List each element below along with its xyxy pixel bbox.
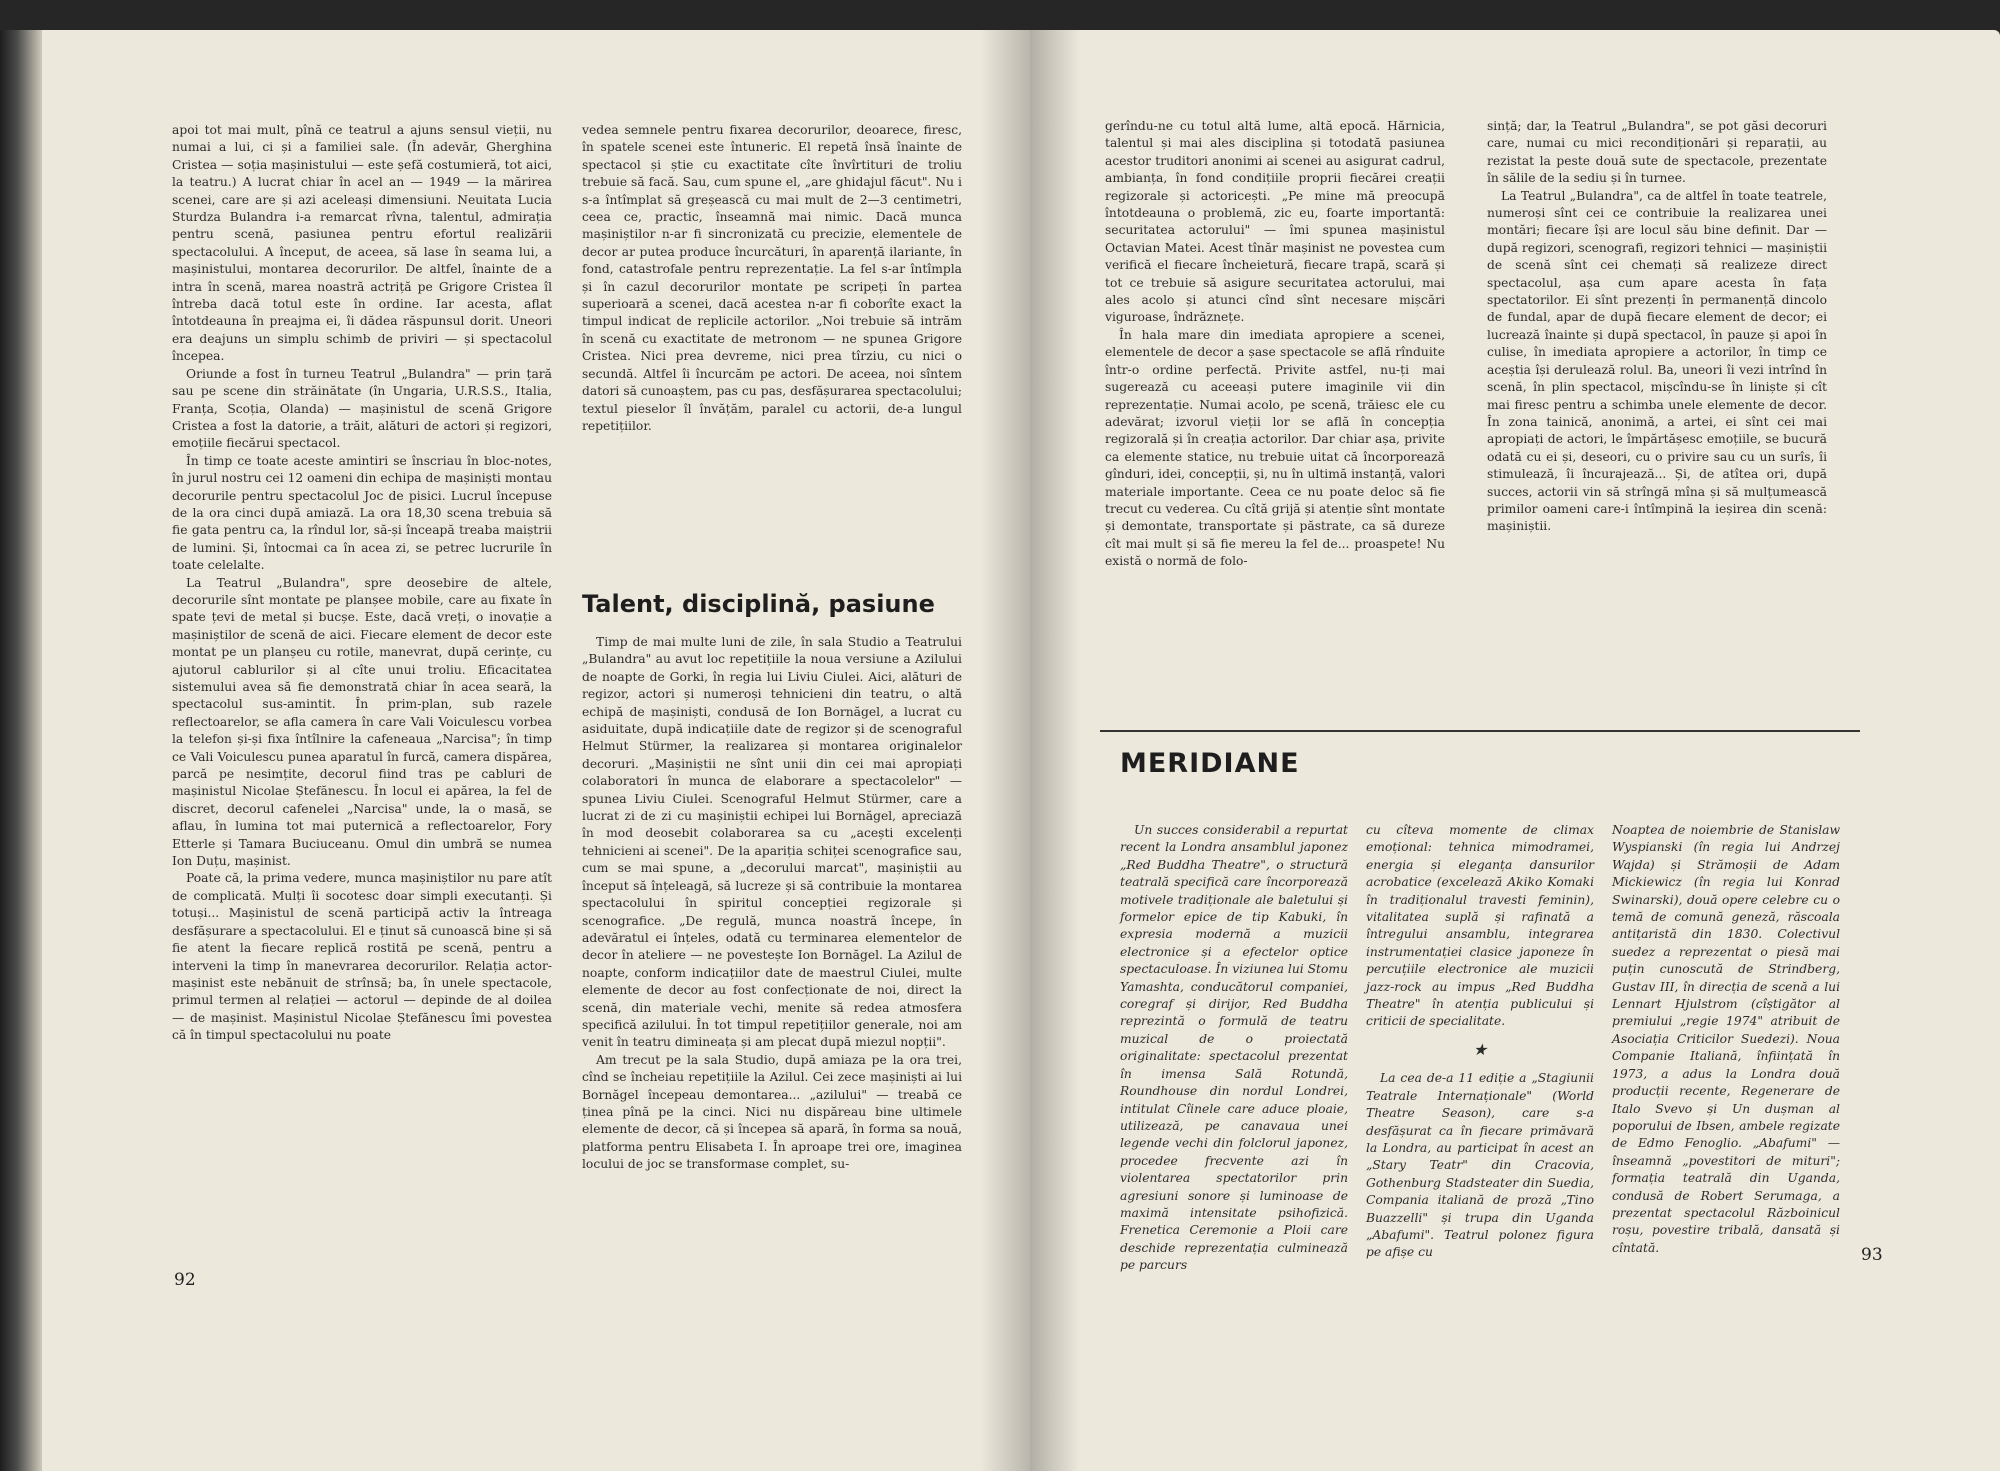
paragraph: apoi tot mai mult, pînă ce teatrul a ajuns sensul vieții, nu numai a lui, ci și a familiei sale. (În adevăr, Gherghina Cristea — soția mașinistului — este șefă costumieră, tot aici, la teatru.) A lucrat chiar în acel an — 1949 — la mărirea scenei, care are și azi aceleași dimensiuni. Neuitata Lucia Sturdza Bulandra i-a remarcat rîvna, talentul, admirația pentru scenă, pasiunea pentru efortul realizării spectacolului. A început, de aceea, să lase în seama lui, a mașinistului, montarea decorurilor. De altfel, înainte de a intra în scenă, marea noastră actriță pe Grigore Cristea îl întreba dacă totul este în ordine. Iar acesta, aflat întotdeauna în preajma ei, îi dădea răspunsul dorit. Uneori era deajuns un simplu schimb de priviri — și spectacolul începea. (172, 123, 552, 364)
left-column-2-bottom (582, 634, 962, 1172)
right-column-1 (1105, 118, 1445, 703)
right-column-2 (1487, 118, 1827, 703)
paragraph: sință; dar, la Teatrul „Bulandra", se pot găsi decoruri care, numai cu mici recondiționări și reparații, au rezistat la peste două sute de spectacole, prezentate în sălile de la sediu și în turnee. (1487, 119, 1827, 186)
paragraph: La cea de-a 11 ediție a „Stagiunii Teatrale Internaționale" (World Theatre Season), care s-a desfășurat ca în fiecare primăvară la Londra, au participat în acest an „Stary Teatr" din Cracovia, Gothenburg Stadsteater din Suedia, Compania italiană de proză „Tino Buazzelli" și trupa din Uganda „Abafumi". Teatrul polonez figura pe afișe cu (1366, 1071, 1594, 1260)
paragraph: Oriunde a fost în turneu Teatrul „Bulandra" — prin țară sau pe scene din străinătate (în Ungaria, U.R.S.S., Italia, Franța, Scoția, Olanda) — mașinistul de scenă Grigore Cristea a fost la datorie, a trăit, alături de actori și regizori, emoțiile fiecărui spectacol. (172, 366, 552, 451)
meridiane-column-3 (1612, 822, 1840, 1402)
section-title-meridiane: MERIDIANE (1120, 748, 1300, 779)
left-page (0, 30, 1030, 1471)
page-number: 93 (1861, 1245, 1883, 1265)
paragraph: La Teatrul „Bulandra", ca de altfel în toate teatrele, numeroși sînt cei ce contribuie la realizarea unei montări; fiecare își are locul său bine definit. Dar — după regizori, scenografi, regizori tehnici — mașiniștii de scenă sînt cei chemați să realizeze direct spectacolul, așa cum apare acesta în fața spectatorilor. Ei sînt prezenți în permanență dincolo de fundal, apar de după fiecare element de decor; ei lucrează înainte și după spectacol, în pauze și apoi în culise, în imediata apropiere a actorilor, în timp ce aceștia își derulează rolul. Ba, uneori îi vezi intrînd în scenă, în plin spectacol, mișcîndu-se în liniște și cît mai firesc pentru a schimba unele elemente de decor. În zona tainică, anonimă, a artei, ei sînt cei mai apropiați de actori, le împărtășesc emoțiile, se bucură odată cu ei și, deseori, cu o privire sau cu un surîs, îi stimulează, îi încurajează... Și, de atîtea ori, după succes, actorii vin să strîngă mîna și să mulțumească primilor oameni care-i întîmpină la ieșirea din scenă: mașiniștii. (1487, 188, 1827, 534)
meridiane-column-2 (1366, 822, 1594, 1402)
section-title: Talent, disciplină, pasiune (582, 590, 935, 618)
book-binding (0, 30, 42, 1471)
gutter-shadow (980, 30, 1030, 1471)
left-column-2-top (582, 122, 962, 562)
paragraph: În timp ce toate aceste amintiri se înscriau în bloc-notes, în jurul nostru cei 12 oameni din echipa de mașiniști montau decorurile pentru spectacolul Joc de pisici. Lucrul începuse de la ora cinci după amiază. La ora 18,30 scena trebuia să fie gata pentru ca, la rîndul lor, să-și înceapă treaba maiștrii de lumini. Și, întocmai ca în acea zi, se petrec lucrurile în toate celelalte. (172, 453, 552, 573)
paragraph: Noaptea de noiembrie de Stanislaw Wyspianski (în regia lui Andrzej Wajda) și Strămoșii de Adam Mickiewicz (în regia lui Konrad Swinarski), două opere celebre cu o temă de comună geneză, răscoala antițaristă din 1830. Colectivul suedez a reprezentat o piesă mai puțin cunoscută de Strindberg, Gustav III, în direcția de scenă a lui Lennart Hjulstrom (cîștigător al premiului „regie 1974" atribuit de Asociația Criticilor Suedezi). Noua Companie Italiană, înființată în 1973, a adus la Londra două producții recente, Regenerare de Italo Svevo și Un dușman al poporului de Ibsen, ambele regizate de Edmo Fenoglio. „Abafumi" — înseamnă „povestitori de mituri"; formația teatrală din Uganda, condusă de Robert Serumaga, a prezentat spectacolul Războinicul roșu, povestire tribală, dansată și cîntată. (1612, 823, 1840, 1255)
right-page (1030, 30, 2000, 1471)
paragraph: Timp de mai multe luni de zile, în sala Studio a Teatrului „Bulandra" au avut loc repetițiile la noua versiune a Azilului de noapte de Gorki, în regia lui Liviu Ciulei. Aici, alături de regizor, actori și numeroși tehnicieni din teatru, o altă echipă de mașiniști, condusă de Ion Bornăgel, a lucrat cu asiduitate, după indicațiile date de regizor și de scenograful Helmut Stürmer, la realizarea și montarea originalelor decoruri. „Mașiniștii ne sînt unii din cei mai apropiați colaboratori în munca de elaborare a spectacolelor" — spunea Liviu Ciulei. Scenograful Helmut Stürmer, care a lucrat zi de zi cu mașiniștii echipei lui Bornăgel, apreciază în mod deosebit colaborarea sa cu „acești excelenți tehnicieni ai scenei". De la apariția schiței scenografice sau, cum se mai spune, a „decorului marcat", mașiniștii au început să înțeleagă, să lucreze și să contribuie la montarea spectacolului în spiritul concepției regizorale și scenografice. „De regulă, munca noastră începe, în adevăratul ei înțeles, odată cu terminarea elementelor de decor în ateliere — ne povestește Ion Bornăgel. La Azilul de noapte, conform indicațiilor date de maestrul Ciulei, multe elemente de decor au fost confecționate de noi, direct la scenă, din materiale vechi, menite să redea atmosfera specifică azilului. În tot timpul repetițiilor generale, noi am venit în teatru dimineața și am plecat după miezul nopții". (582, 635, 962, 1050)
star-separator: ★ (1472, 1039, 1488, 1059)
paragraph: cu cîteva momente de climax emoțional: tehnica mimodramei, energia și eleganța dansurilor acrobatice (excelează Akiko Komaki în tradiționalul travesti feminin), vitalitatea suplă și rafinată a întregului ansamblu, integrarea instrumentației clasice japoneze în percuțiile electronice ale muzicii jazz-rock au impus „Red Buddha Theatre" în atenția publicului și criticii de specialitate. (1366, 823, 1594, 1029)
paragraph: Un succes considerabil a repurtat recent la Londra ansamblul japonez „Red Buddha Theatre", o structură teatrală specifică care încorporează motivele tradiționale ale baletului și formelor epice de tip Kabuki, în expresia modernă a muzicii electronice și a efectelor optice spectaculoase. În viziunea lui Stomu Yamashta, conducătorul companiei, coregraf și dirijor, Red Buddha reprezintă o formulă de teatru muzical de o proiectată originalitate: spectacolul prezentat în imensa Sală Rotundă, Roundhouse din nordul Londrei, intitulat Cîinele care aduce ploaie, utilizează, pe canavaua unei legende vechi din folclorul japonez, procedee frecvente azi în violentarea spectatorilor prin agresiuni sonore și luminoase de maximă intensitate psihofizică. Frenetica Ceremonie a Ploii care deschide reprezentația culminează pe parcurs (1120, 823, 1348, 1273)
paragraph: Am trecut pe la sala Studio, după amiaza pe la ora trei, cînd se încheiau repetițiile la Azilul. Cei zece mașiniști ai lui Bornăgel începeau demontarea... „azilului" — treabă ce ținea pînă pe la cinci. Nici nu dispăreau bine ultimele elemente de decor, că și începea să apară, în forma sa nouă, platforma pentru Elisabeta I. În aproape trei ore, imaginea locului de joc se transformase complet, su- (582, 1052, 962, 1172)
paragraph: Poate că, la prima vedere, munca mașiniștilor nu pare atît de complicată. Mulți îi socotesc doar simpli executanți. Și totuși... Mașinistul de scenă participă activ la întreaga desfășurare a spectacolului. El e ținut să cunoască bine și să fie atent la fiecare replică rostită pe scenă, pentru a interveni la timp în manevrarea decorurilor. Relația actor-mașinist este nebănuit de strînsă; ba, în unele spectacole, primul termen al relației — actorul — depinde de al doilea — de mașinist. Mașinistul Nicolae Ștefănescu îmi povestea că în timpul spectacolului nu poate (172, 871, 552, 1043)
gutter-shadow (1030, 30, 1080, 1471)
paragraph: În hala mare din imediata apropiere a scenei, elementele de decor a șase spectacole se află rînduite într-o ordine perfectă. Privite astfel, nu-ți mai sugerează cu aceeași putere imaginile vii din reprezentație. Numai acolo, pe scenă, trăiesc ele cu adevărat; izvorul vieții lor se află în concepția regizorală și în creația actorilor. Dar chiar așa, privite ca elemente statice, nu trebuie uitat că încorporează gînduri, idei, concepții, și, nu în ultimă instanță, valori materiale importante. Ceea ce nu poate deloc să fie trecut cu vederea. Cu cîtă grijă și atenție sînt montate și demontate, transportate și păstrate, ca să dureze cît mai mult și să fie mereu la fel de... proaspete! Nu există o normă de folo- (1105, 327, 1445, 569)
paragraph: gerîndu-ne cu totul altă lume, altă epocă. Hărnicia, talentul și mai ales disciplina și totodată pasiunea acestor truditori anonimi ai scenei au asigurat cadrul, ambianța, în fond condițiile proprii fiecărei creații regizorale și actoricești. „Pe mine mă preocupă întotdeauna o problemă, zic eu, foarte importantă: securitatea actorului" — îmi spunea mașinistul Octavian Matei. Acest tînăr mașinist ne povestea cum verifică el fiecare încheietură, fiecare trapă, scară și tot ce trebuie să asigure securitatea actorului, mai ales acolo și atunci cînd sînt necesare mișcări viguroase, îndrăznețe. (1105, 119, 1445, 325)
paragraph: vedea semnele pentru fixarea decorurilor, deoarece, firesc, în spatele scenei este întuneric. El repetă însă înainte de spectacol și știe cu exactitate cîte învîrtituri de troliu trebuie să facă. Sau, cum spune el, „are ghidajul făcut". Nu i s-a întîmplat să greșească cu mai mult de 2—3 centimetri, ceea ce, practic, înseamnă mai nimic. Dacă munca mașiniștilor n-ar fi sincronizată cu precizie, elementele de decor ar putea produce încurcături, în aparență ilariante, în fond, catastrofale pentru reprezentație. La fel s-ar întîmpla și în cazul decorurilor montate pe scripeți în partea superioară a scenei, dacă acestea n-ar fi coborîte exact la timpul indicat de replicile actorilor. „Noi trebuie să intrăm în scenă cu exactitate de metronom — ne spunea Grigore Cristea. Nici prea devreme, nici prea tîrziu, cu nici o secundă. Altfel îi încurcăm pe actori. De aceea, noi sîntem datori să cunoaștem, pas cu pas, desfășurarea spectacolului; textul pieselor îl învățăm, paralel cu actorii, de-a lungul repetițiilor. (582, 123, 962, 433)
section-rule (1100, 730, 1860, 732)
paragraph: La Teatrul „Bulandra", spre deosebire de altele, decorurile sînt montate pe planșee mobile, care au fixate în spate țevi de metal și bucșe. Este, dacă vreți, o inovație a mașiniștilor de scenă de aici. Fiecare element de decor este montat pe un planșeu cu rotile, manevrat, după cerințe, cu ajutorul cablurilor și al cîte unui troliu. Eficacitatea sistemului avea să fie demonstrată chiar în acea seară, la spectacolul sus-amintit. În prim-plan, sub razele reflectoarelor, se afla camera în care Vali Voiculescu vorbea la telefon și-și fixa întîlnire la cafeneaua „Narcisa"; în timp ce Vali Voiculescu punea aparatul în furcă, camera dispărea, parcă pe nesimțite, decorul fiind tras pe cabluri de mașinistul Nicolae Ștefănescu. În locul ei apărea, la fel de discret, decorul cafenelei „Narcisa" unde, la o masă, se aflau, în lumina tot mai puternică a reflectoarelor, Fory Etterle și Tamara Buciuceanu. Omul din umbră se numea Ion Duțu, mașinist. (172, 575, 552, 869)
left-column-1 (172, 122, 552, 1132)
meridiane-column-1 (1120, 822, 1348, 1402)
page-number: 92 (174, 1270, 196, 1290)
